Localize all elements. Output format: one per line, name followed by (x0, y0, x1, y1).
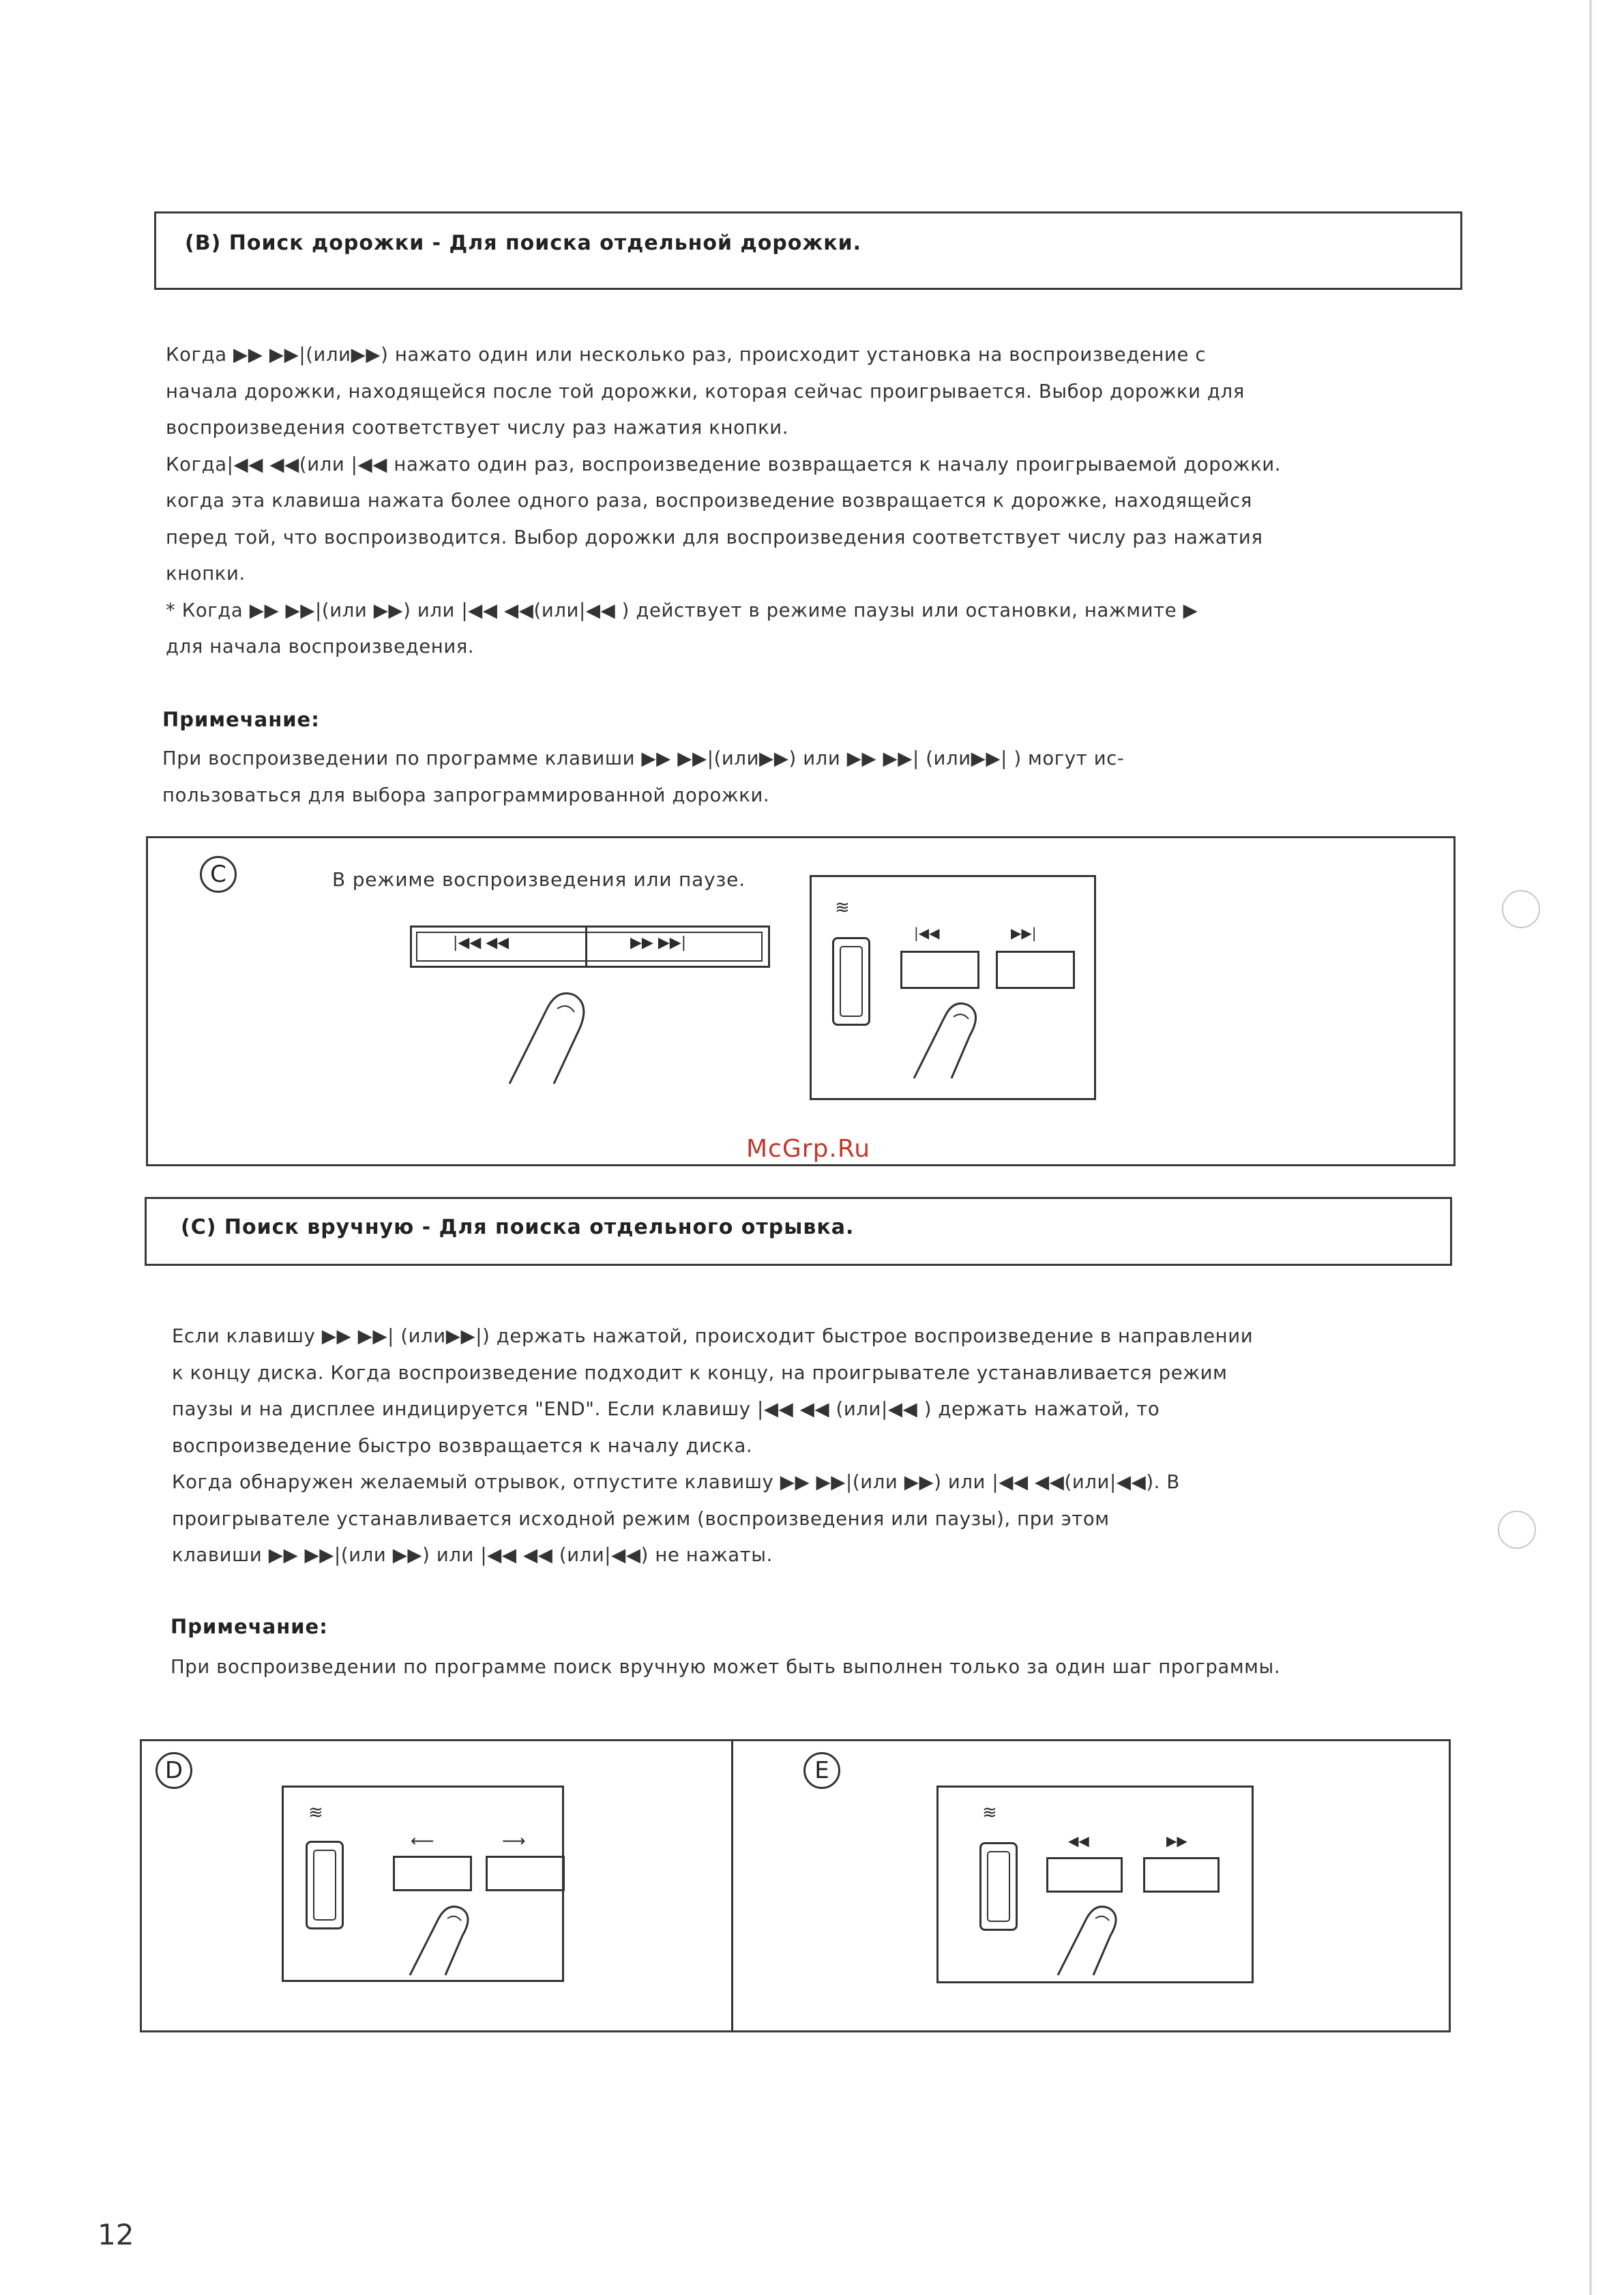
paragraph-line: проигрывателе устанавливается исходной режим (воспроизведения или паузы), при этом (172, 1507, 1110, 1530)
section-c-title-box (145, 1197, 1452, 1266)
section-b-title: (В) Поиск дорожки - Для поиска отдельной дорожки. (185, 231, 862, 255)
section-b-note-heading: Примечание: (162, 708, 320, 731)
remote-body (979, 1842, 1018, 1931)
paragraph-line: Когда ▶▶ ▶▶|(или▶▶) нажато один или несколько раз, происходит установка на воспроизведение с (166, 344, 1207, 366)
figure-d-remote-panel (282, 1786, 564, 1982)
paragraph-line: клавиши ▶▶ ▶▶|(или ▶▶) или |◀◀ ◀◀ (или|◀◀) не нажаты. (172, 1544, 773, 1566)
note-line: пользоваться для выбора запрограммированной дорожки. (162, 784, 770, 806)
note-line: При воспроизведении по программе клавиши ▶▶ ▶▶|(или▶▶) или ▶▶ ▶▶| (или▶▶| ) могут ис- (162, 747, 1125, 769)
remote-skip-forward-icon: ▶▶| (1011, 925, 1037, 941)
section-c-title: (С) Поиск вручную - Для поиска отдельного отрывка. (181, 1215, 855, 1239)
paragraph-line: воспроизведения соответствует числу раз нажатия кнопки. (166, 417, 789, 439)
finger-illustration (510, 981, 619, 1091)
finger-illustration (1058, 1897, 1140, 1979)
punch-hole (1502, 890, 1540, 928)
paragraph-line: * Когда ▶▶ ▶▶|(или ▶▶) или |◀◀ ◀◀(или|◀◀ ) действует в режиме паузы или остановки, нажмите ▶ (166, 599, 1198, 621)
remote-panel (810, 875, 1096, 1100)
punch-hole (1498, 1511, 1536, 1549)
figure-d-label: D (156, 1752, 192, 1789)
remote-button-rewind (1046, 1857, 1123, 1893)
paragraph-line: когда эта клавиша нажата более одного раза, воспроизведение возвращается к дорожке, находящейся (166, 490, 1252, 512)
paragraph-line: Когда обнаружен желаемый отрывок, отпустите клавишу ▶▶ ▶▶|(или ▶▶) или |◀◀ ◀◀(или|◀◀). В (172, 1471, 1180, 1493)
remote-body (306, 1841, 344, 1929)
paragraph-line: к концу диска. Когда воспроизведение подходит к концу, на проигрывателе устанавливается режим (172, 1361, 1228, 1384)
remote-button-forward (1143, 1857, 1220, 1893)
watermark: McGrp.Ru (746, 1135, 871, 1163)
paragraph-line: Когда|◀◀ ◀◀(или |◀◀ нажато один раз, воспроизведение возвращается к началу проигрываемой дорожки. (166, 453, 1282, 475)
section-c-note-heading: Примечание: (171, 1615, 328, 1638)
remote-signal-icon: ≋ (835, 898, 850, 918)
skip-forward-button-icon: ▶▶ ▶▶| (630, 934, 687, 951)
finger-illustration (914, 993, 1003, 1082)
remote-signal-icon: ≋ (982, 1803, 997, 1823)
paragraph-line: начала дорожки, находящейся после той дорожки, которая сейчас проигрывается. Выбор дорожки для (166, 380, 1245, 402)
section-b-title-box (154, 211, 1462, 290)
remote-skip-back-icon: |◀◀ (914, 925, 940, 941)
rewind-icon: ◀◀ (1068, 1833, 1089, 1849)
skip-back-button-icon: |◀◀ ◀◀ (453, 934, 510, 951)
remote-body (832, 937, 870, 1026)
paragraph-line: воспроизведение быстро возвращается к началу диска. (172, 1434, 753, 1457)
page-number: 12 (98, 2218, 134, 2251)
left-arrow-icon: ⟵ (411, 1831, 434, 1850)
fast-forward-icon: ▶▶ (1166, 1833, 1187, 1849)
remote-button-forward (996, 951, 1075, 989)
right-arrow-icon: ⟶ (502, 1831, 526, 1850)
section-b-paragraph (166, 337, 1281, 666)
section-b-note (162, 741, 1124, 814)
figures-d-e (140, 1739, 1451, 2032)
finger-illustration (410, 1897, 492, 1979)
paragraph-line: для начала воспроизведения. (166, 636, 475, 657)
paragraph-line: кнопки. (166, 563, 246, 584)
paragraph-line: паузы и на дисплее индицируется "END". Если клавишу |◀◀ ◀◀ (или|◀◀ ) держать нажатой, то (172, 1398, 1160, 1420)
figure-divider (731, 1741, 733, 2030)
figure-c-caption: В режиме воспроизведения или паузе. (332, 868, 745, 891)
remote-signal-icon: ≋ (308, 1803, 323, 1823)
figure-c-label: C (200, 856, 237, 893)
front-panel-skip-buttons (410, 926, 770, 968)
page-edge-shadow (1589, 0, 1592, 2295)
section-c-paragraph (172, 1318, 1253, 1574)
figure-e-label: E (803, 1752, 840, 1789)
remote-button-left (393, 1856, 472, 1891)
figure-e-remote-panel (936, 1786, 1254, 1983)
remote-button-right (486, 1856, 565, 1891)
section-c-note (171, 1649, 1280, 1686)
paragraph-line: перед той, что воспроизводится. Выбор дорожки для воспроизведения соответствует числу раз нажатия (166, 526, 1263, 548)
paragraph-line: Если клавишу ▶▶ ▶▶| (или▶▶|) держать нажатой, происходит быстрое воспроизведение в направлении (172, 1325, 1254, 1347)
remote-button-back (900, 951, 979, 989)
figure-c (146, 836, 1456, 1166)
note-line: При воспроизведении по программе поиск вручную может быть выполнен только за один шаг программы. (171, 1656, 1281, 1678)
